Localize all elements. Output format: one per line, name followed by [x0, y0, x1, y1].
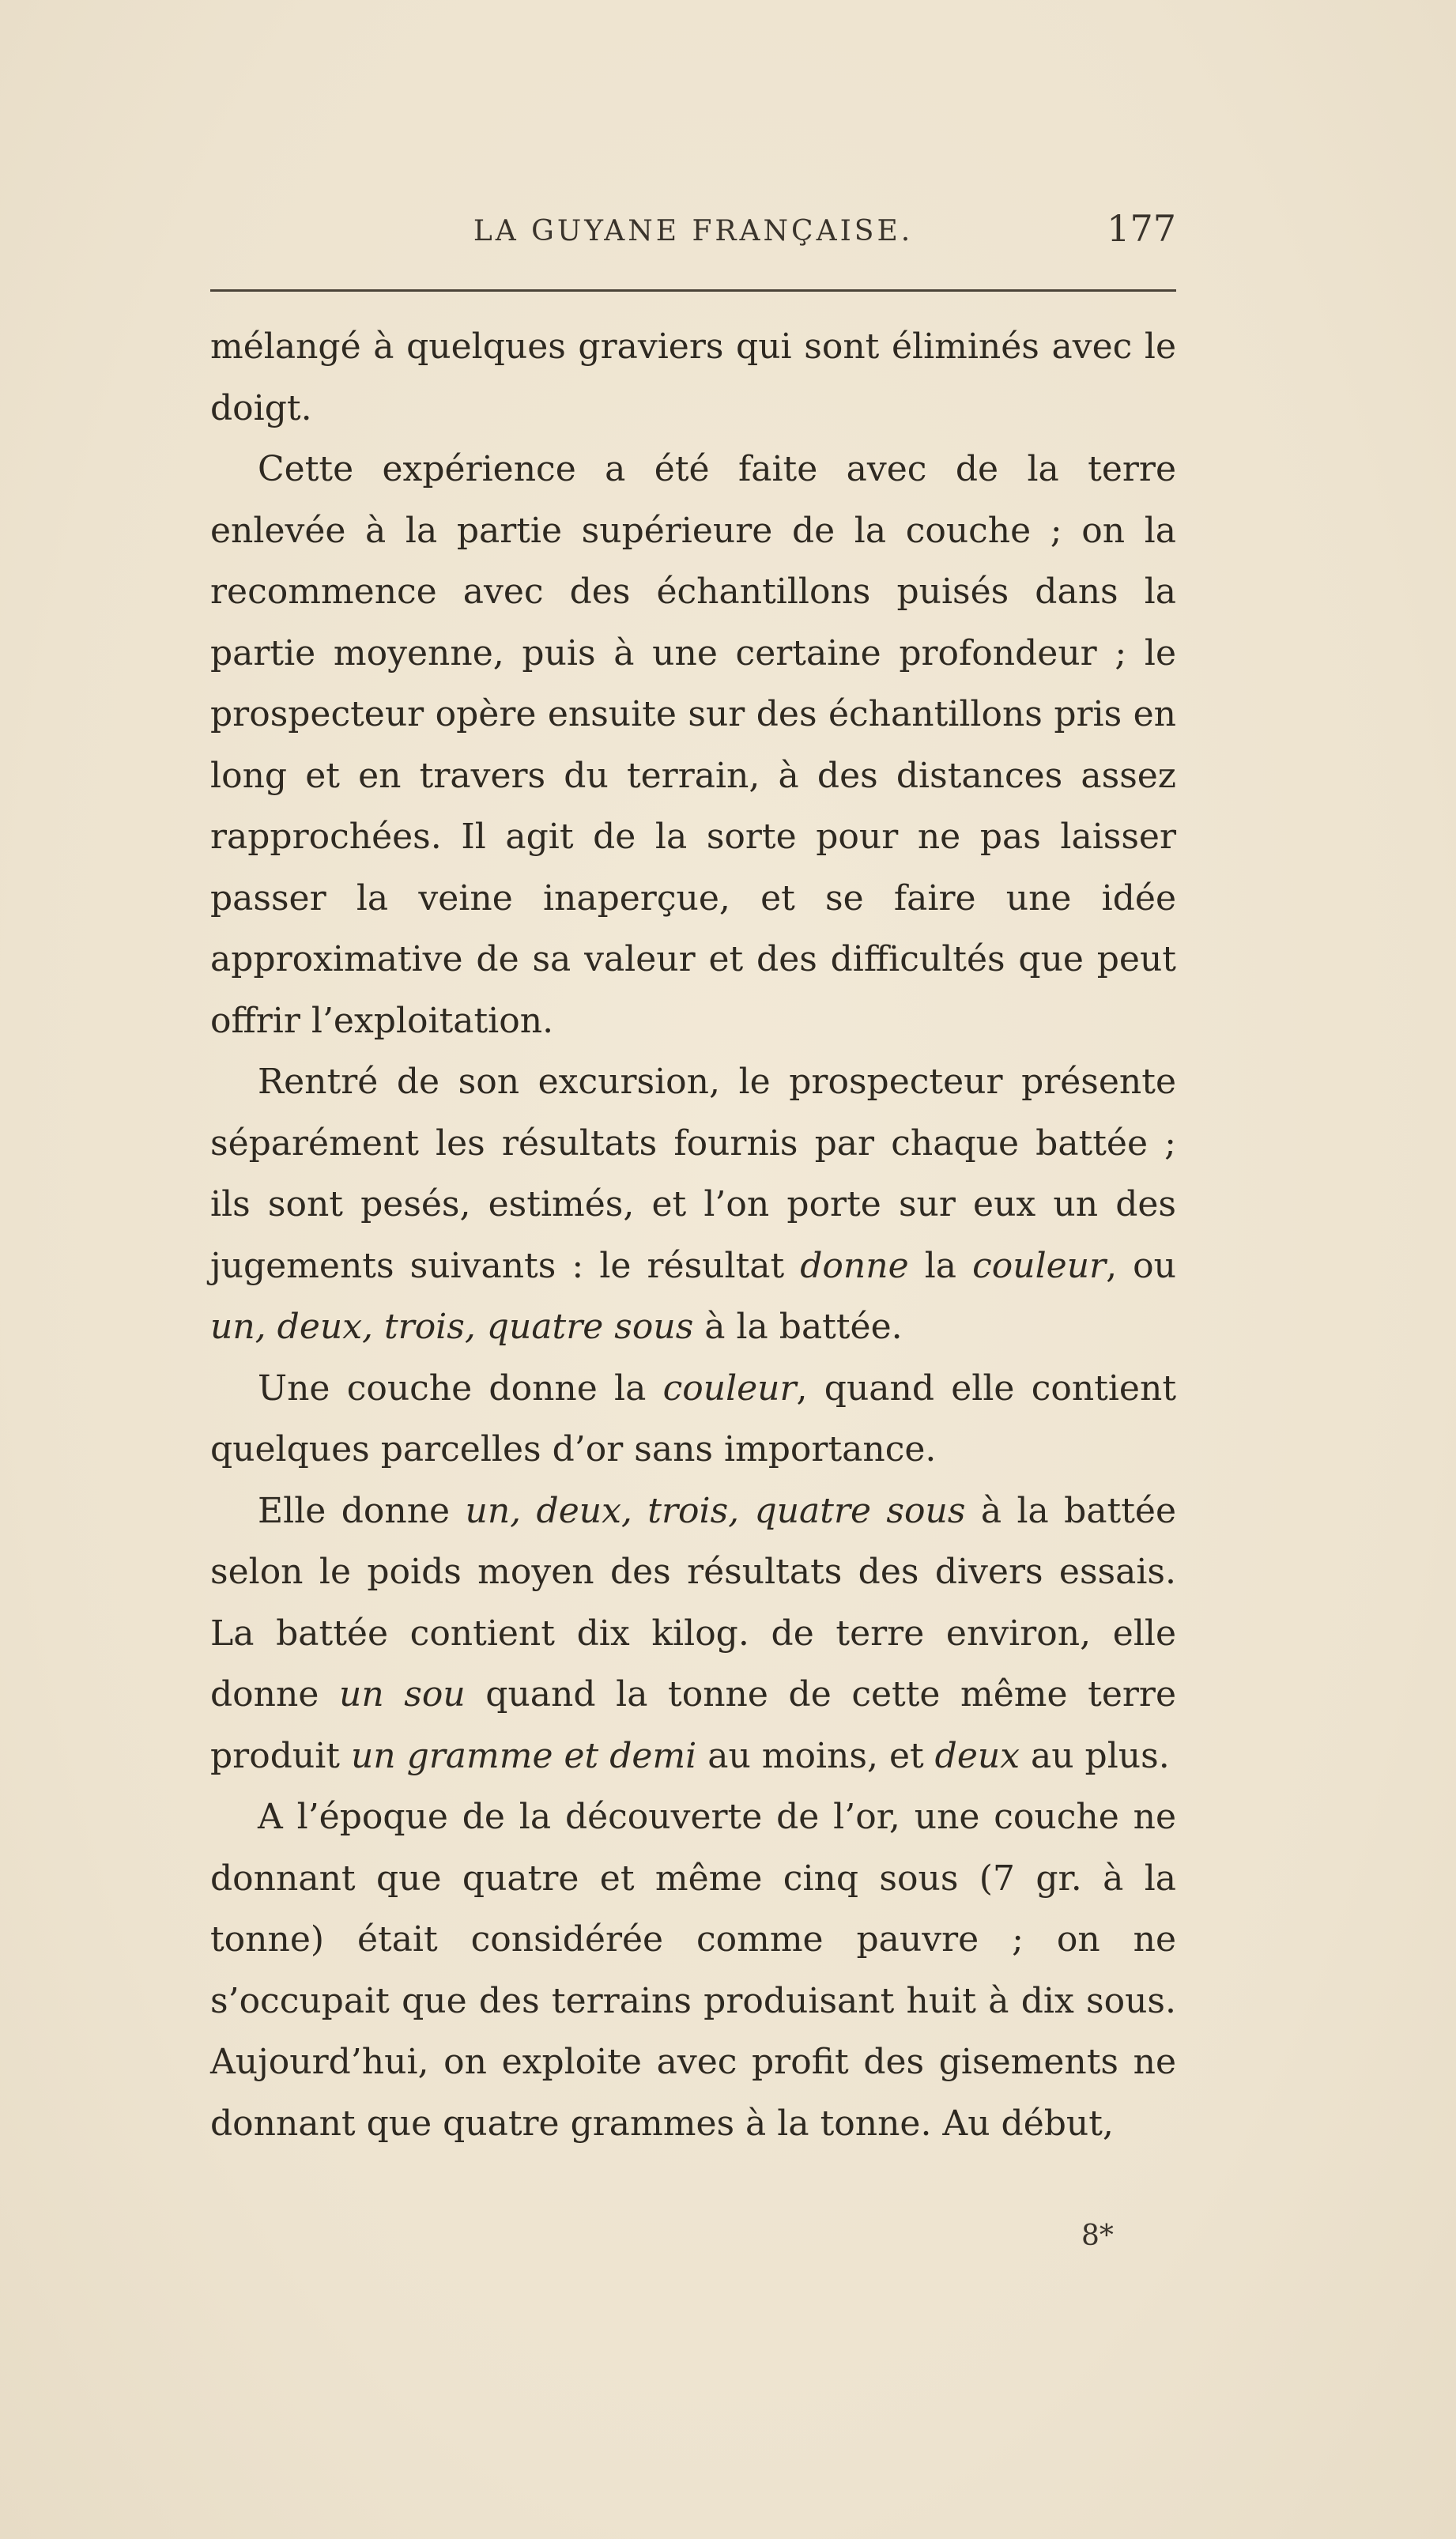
header-rule: [210, 289, 1176, 292]
paragraph-3-italic-1: donne: [800, 1245, 909, 1286]
page-number: 177: [1107, 207, 1176, 250]
paragraph-4-italic-1: couleur: [662, 1368, 797, 1409]
paragraph-5: [210, 1481, 1176, 1787]
paragraph-5-text-3: quand la tonne de cette même terre produit: [210, 1674, 1177, 1776]
paragraph-3-text-2: la: [908, 1245, 973, 1286]
paragraph-5-text-1: Elle donne: [258, 1490, 466, 1531]
paragraph-5-italic-4: deux: [934, 1735, 1020, 1776]
running-head: LA GUYANE FRANÇAISE.: [473, 215, 914, 247]
paragraph-5-italic-1: un, deux, trois, quatre sous: [465, 1490, 966, 1531]
paragraph-3-text-4: à la battée.: [693, 1307, 903, 1347]
paragraph-1: mélangé à quelques graviers qui sont éliminés avec le doigt.: [210, 326, 1176, 428]
paragraph-5-text-2: à la battée selon le poids moyen des résultats des divers essais. La battée contient dix kilog. de terre environ, elle donne: [210, 1490, 1176, 1715]
paragraph-3-text-3: , ou: [1106, 1245, 1176, 1286]
paragraph-4-text-1: Une couche donne la: [258, 1368, 663, 1409]
paragraph-3-italic-2: couleur: [972, 1245, 1107, 1286]
paragraph-5-text-5: au plus.: [1020, 1735, 1170, 1776]
page-header: [210, 207, 1176, 262]
paragraph-4-text-2: , quand elle contient quelques parcelles d’or sans importance.: [210, 1368, 1176, 1469]
paragraph-3-text-1: Rentré de son excursion, le prospecteur présente séparément les résultats fournis par chaque battée ; ils sont pesés, estimés, et l’on porte sur eux un des jugements suivants : le résultat: [210, 1062, 1176, 1286]
paragraph-2: Cette expérience a été faite avec de la terre enlevée à la partie supérieure de la couche ; on la recommence avec des échantillons puisés dans la partie moyenne, puis à une certaine profondeur ; le prospecteur opère ensuite sur des échantillons pris en long et en travers du terrain, à des distances assez rapprochées. Il agit de la sorte pour ne pas laisser passer la veine inaperçue, et se faire une idée approximative de sa valeur et des difficultés que peut offrir l’exploitation.: [210, 449, 1176, 1041]
paragraph-5-text-4: au moins, et: [696, 1735, 935, 1776]
signature-mark: 8*: [1081, 2220, 1114, 2252]
body-text: [210, 316, 1176, 2154]
paragraph-4: [210, 1358, 1176, 1481]
paragraph-6: A l’époque de la découverte de l’or, une couche ne donnant que quatre et même cinq sous (7 gr. à la tonne) était considérée comme pauvre ; on ne s’occupait que des terrains produisant huit à dix sous. Aujourd’hui, on exploite avec profit des gisements ne donnant que quatre grammes à la tonne. Au début,: [210, 1797, 1176, 2144]
paragraph-3-italic-3: un, deux, trois, quatre sous: [210, 1307, 694, 1347]
paragraph-5-italic-2: un sou: [338, 1674, 466, 1715]
paragraph-5-italic-3: un gramme et demi: [350, 1735, 697, 1776]
paragraph-3: [210, 1051, 1176, 1358]
